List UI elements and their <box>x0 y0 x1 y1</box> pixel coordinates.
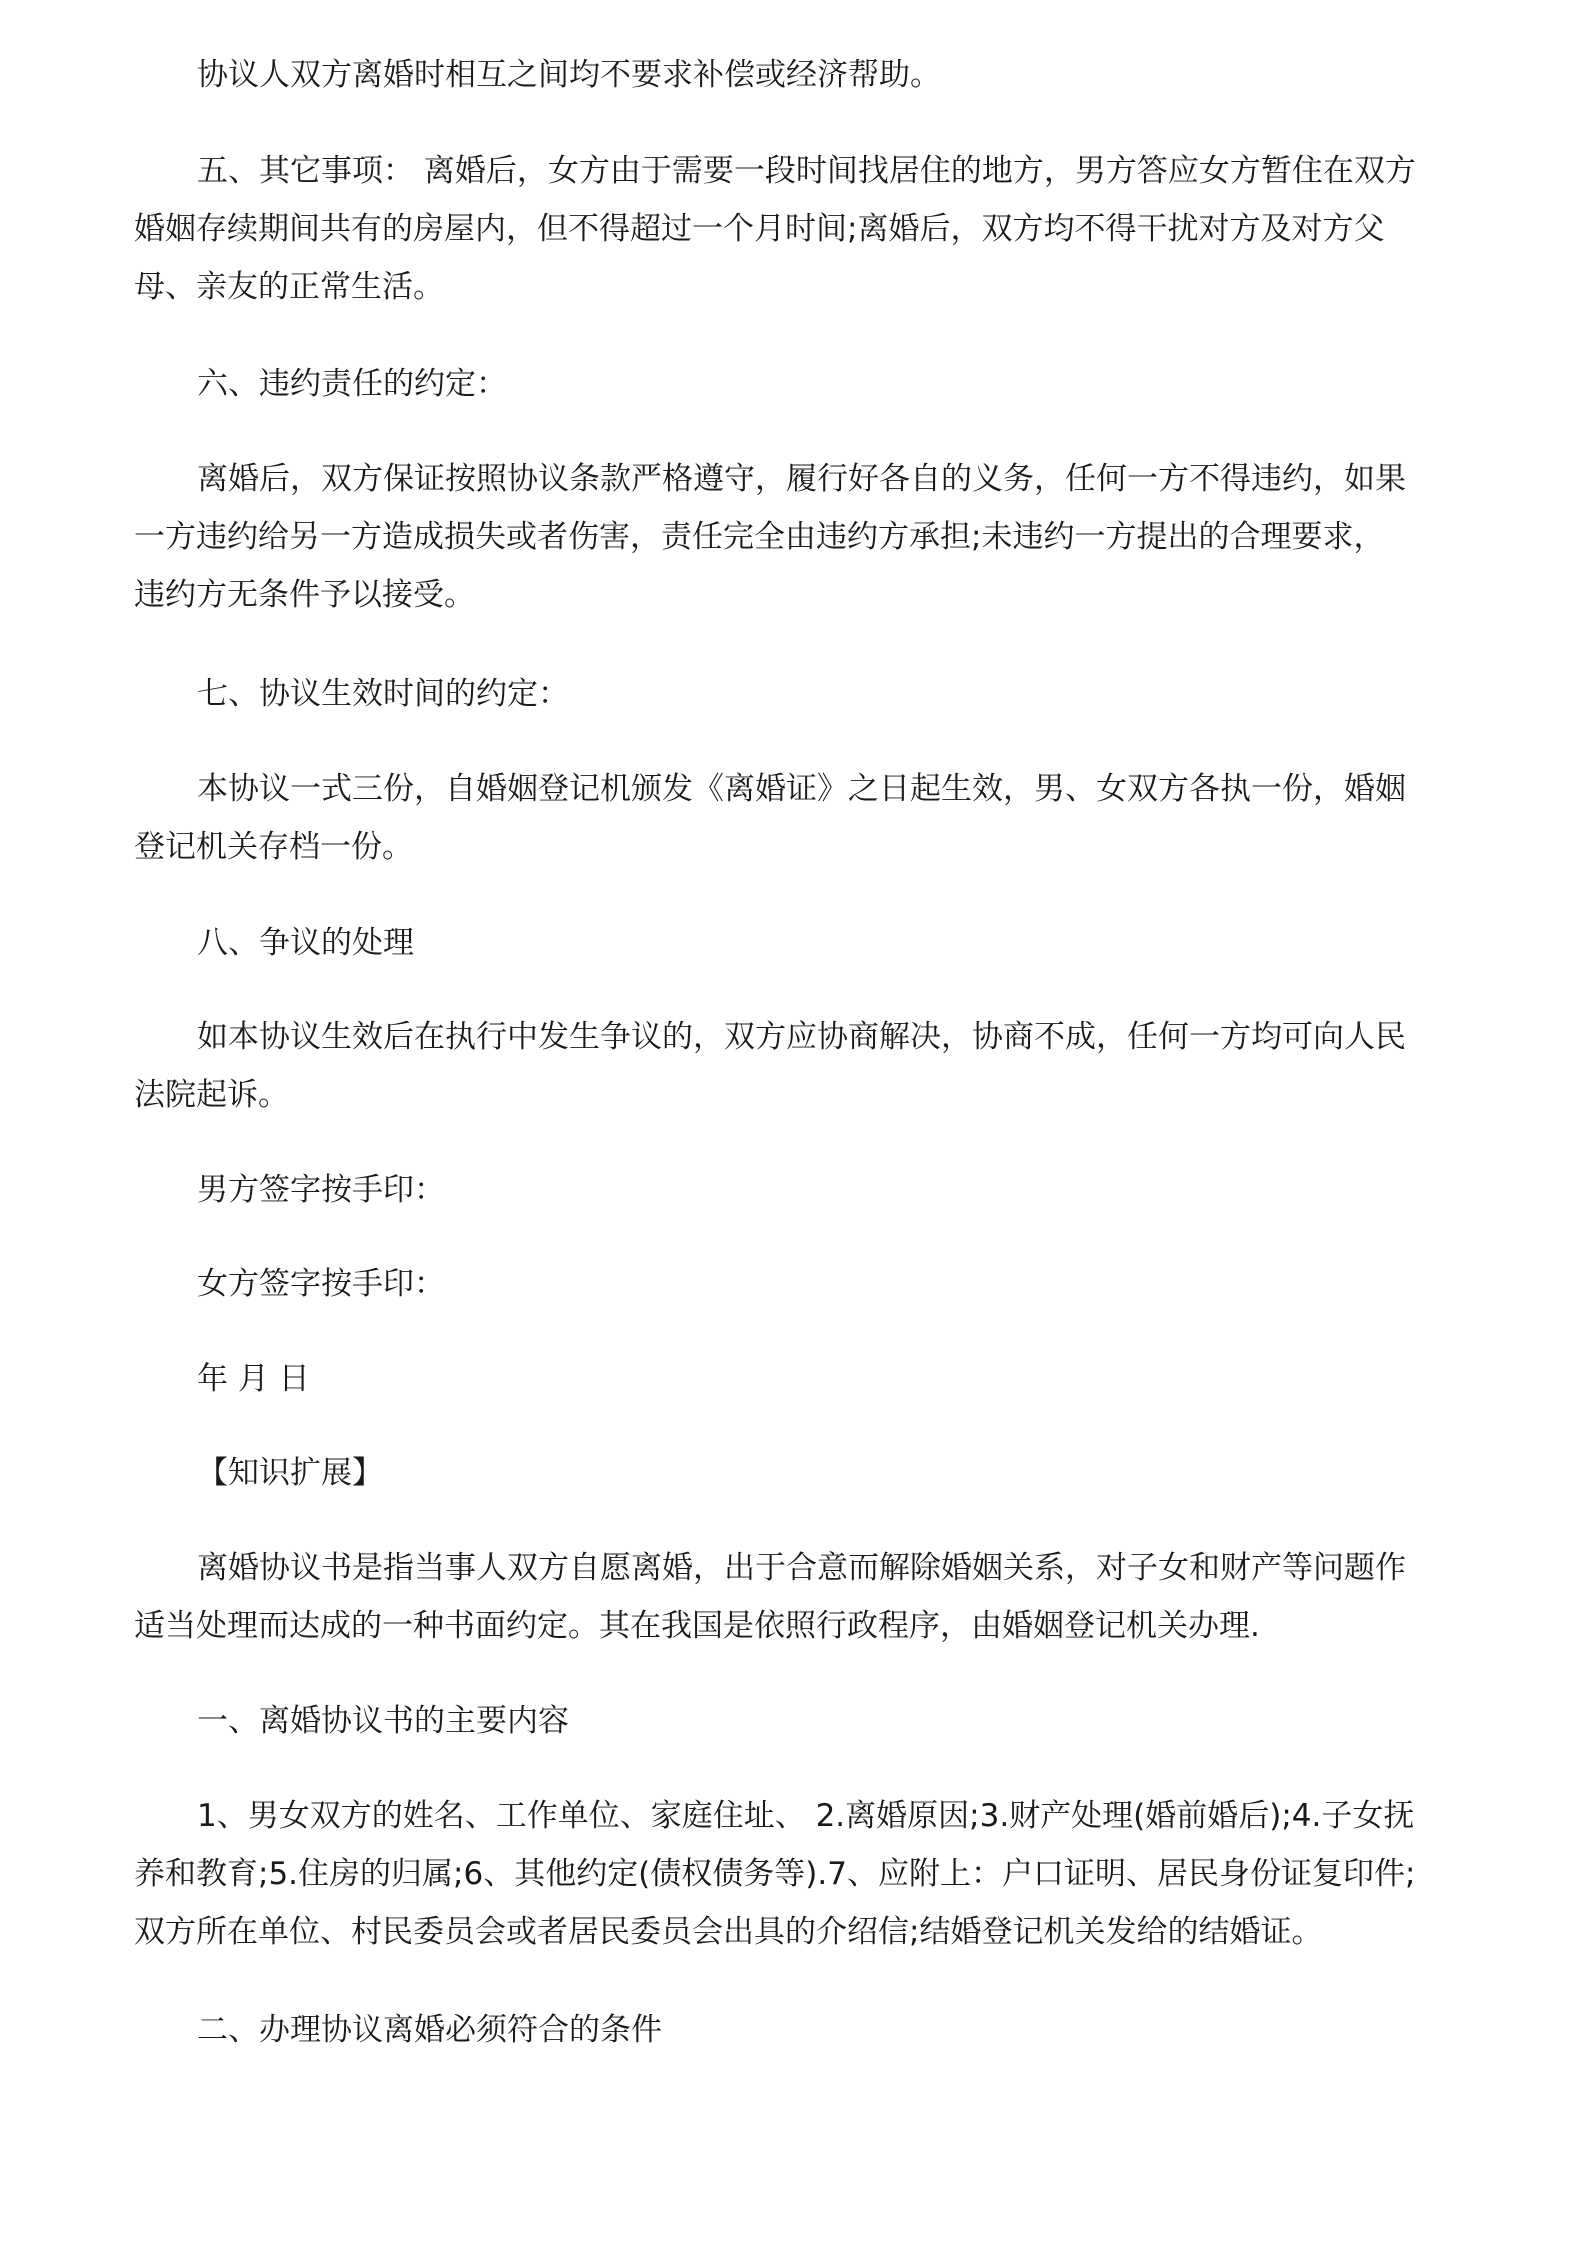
female-signature-line <box>134 1255 1459 1313</box>
text-line: 双方所在单位、村民委员会或者居民委员会出具的介绍信;结婚登记机关发给的结婚证。 <box>134 1914 1323 1950</box>
paragraph-dispute-handling <box>134 1008 1459 1124</box>
heading-knowledge-extension <box>134 1444 1459 1502</box>
text-line: 年 月 日 <box>197 1361 310 1397</box>
paragraph-no-compensation <box>134 46 1459 104</box>
male-signature-line <box>134 1161 1459 1219</box>
text-line: 六、违约责任的约定： <box>197 366 507 402</box>
text-line: 如本协议生效后在执行中发生争议的，双方应协商解决，协商不成，任何一方均可向人民 <box>197 1019 1406 1055</box>
text-line: 养和教育;5.住房的归属;6、其他约定(债权债务等).7、应附上：户口证明、居民身份证复印件; <box>134 1856 1416 1892</box>
text-line: 【知识扩展】 <box>197 1455 383 1491</box>
text-line: 违约方无条件予以接受。 <box>134 577 475 613</box>
paragraph-breach-liability <box>134 450 1459 624</box>
text-line: 离婚协议书是指当事人双方自愿离婚，出于合意而解除婚姻关系，对子女和财产等问题作 <box>197 1550 1406 1586</box>
text-line: 七、协议生效时间的约定： <box>197 676 569 712</box>
text-line: 本协议一式三份，自婚姻登记机颁发《离婚证》之日起生效，男、女双方各执一份，婚姻 <box>197 771 1406 807</box>
text-line: 法院起诉。 <box>134 1077 289 1113</box>
text-line: 协议人双方离婚时相互之间均不要求补偿或经济帮助。 <box>197 57 941 93</box>
text-line: 女方签字按手印： <box>197 1266 445 1302</box>
heading-breach-liability <box>134 355 1459 413</box>
heading-main-contents <box>134 1692 1459 1750</box>
text-line: 适当处理而达成的一种书面约定。其在我国是依照行政程序，由婚姻登记机关办理. <box>134 1608 1260 1644</box>
paragraph-definition <box>134 1539 1459 1655</box>
text-line: 1、男女双方的姓名、工作单位、家庭住址、 2.离婚原因;3.财产处理(婚前婚后);4.子女抚 <box>197 1798 1415 1834</box>
text-line: 男方签字按手印： <box>197 1172 445 1208</box>
paragraph-other-matters <box>134 142 1459 316</box>
heading-effective-time <box>134 665 1459 723</box>
text-line: 一、离婚协议书的主要内容 <box>197 1703 569 1739</box>
text-line: 五、其它事项： 离婚后，女方由于需要一段时间找居住的地方，男方答应女方暂住在双方 <box>197 153 1416 189</box>
paragraph-effective-time <box>134 760 1459 876</box>
heading-dispute-handling <box>134 914 1459 972</box>
text-line: 母、亲友的正常生活。 <box>134 269 444 305</box>
text-line: 一方违约给另一方造成损失或者伤害，责任完全由违约方承担;未违约一方提出的合理要求， <box>134 519 1385 555</box>
heading-conditions <box>134 2001 1459 2059</box>
text-line: 八、争议的处理 <box>197 925 414 961</box>
text-line: 离婚后，双方保证按照协议条款严格遵守，履行好各自的义务，任何一方不得违约，如果 <box>197 461 1406 497</box>
text-line: 登记机关存档一份。 <box>134 829 413 865</box>
text-line: 二、办理协议离婚必须符合的条件 <box>197 2012 662 2048</box>
text-line: 婚姻存续期间共有的房屋内，但不得超过一个月时间;离婚后，双方均不得干扰对方及对方父 <box>134 211 1385 247</box>
date-line <box>134 1350 1459 1408</box>
paragraph-main-contents <box>134 1787 1459 1961</box>
